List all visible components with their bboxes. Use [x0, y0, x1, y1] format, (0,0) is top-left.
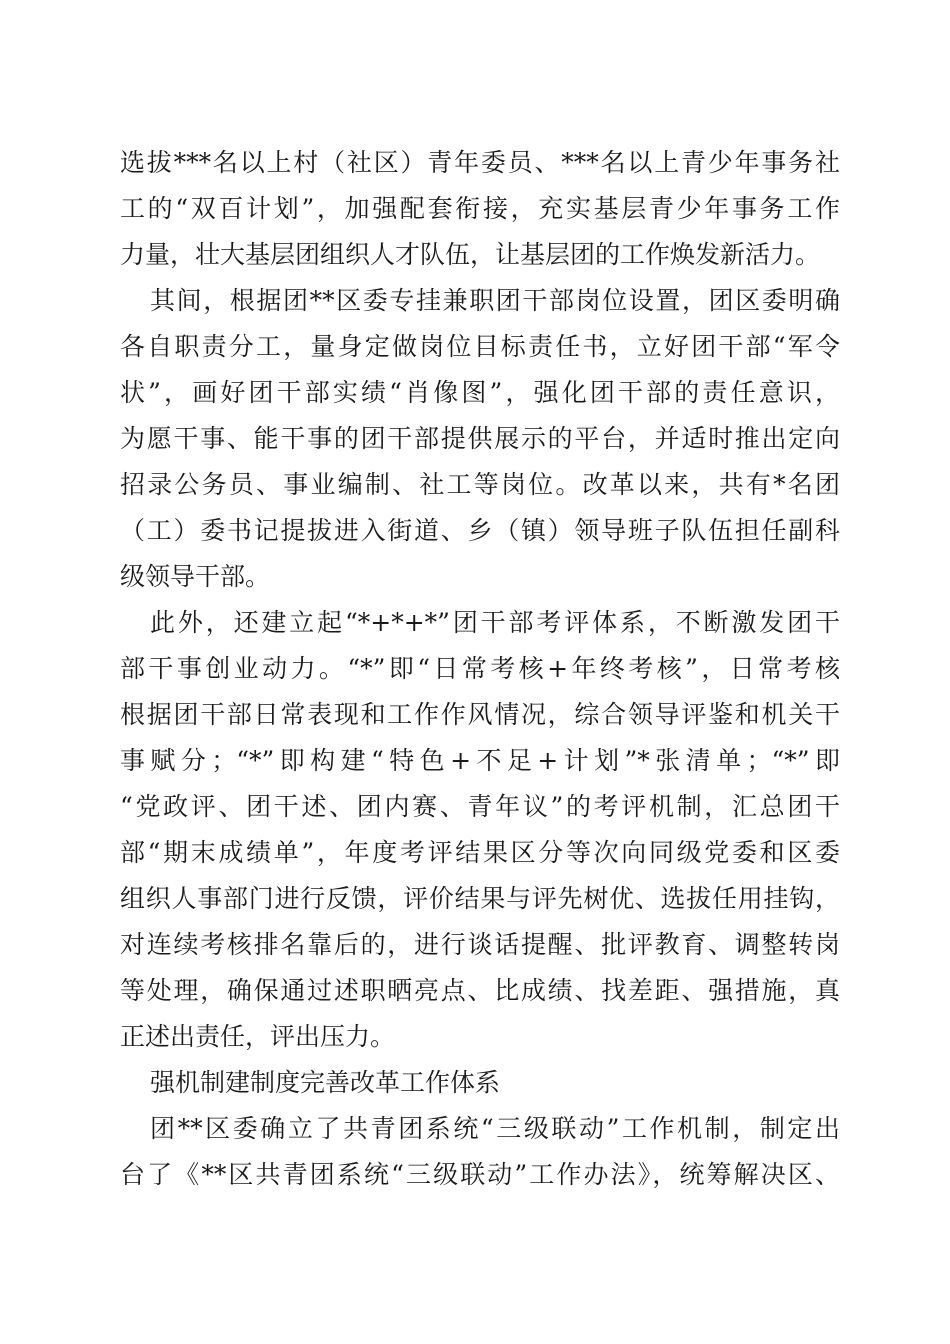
paragraph-line: 组织人事部门进行反馈，评价结果与评先树优、选拔任用挂钩， [120, 884, 840, 913]
paragraph-line: 根据团干部日常表现和工作作风情况，综合领导评鉴和机关干 [120, 700, 840, 729]
paragraph-line: 正述出责任，评出压力。 [120, 1022, 396, 1051]
paragraph-line: 级领导干部。 [120, 562, 271, 591]
paragraph-line: 力量，壮大基层团组织人才队伍，让基层团的工作焕发新活力。 [120, 240, 821, 269]
paragraph-line: 选拔***名以上村（社区）青年委员、***名以上青少年事务社 [120, 148, 840, 177]
paragraph-line: 对连续考核排名靠后的，进行谈话提醒、批评教育、调整转岗 [120, 930, 840, 959]
document-body [120, 140, 840, 1198]
paragraph-4 [120, 1106, 840, 1198]
paragraph-line: 台了《**区共青团系统“三级联动”工作办法》，统筹解决区、 [120, 1160, 840, 1189]
paragraph-line: 部干事创业动力。“*”即“日常考核+年终考核”，日常考核 [120, 654, 840, 683]
paragraph-1 [120, 140, 840, 278]
paragraph-line: 事赋分；“*”即构建“特色+不足+计划”*张清单；“*”即 [120, 746, 840, 775]
paragraph-line: 各自职责分工，量身定做岗位目标责任书，立好团干部“军令 [120, 332, 840, 361]
paragraph-line: 为愿干事、能干事的团干部提供展示的平台，并适时推出定向 [120, 424, 840, 453]
paragraph-line: 此外，还建立起“*+*+*”团干部考评体系，不断激发团干 [150, 608, 840, 637]
paragraph-line: （工）委书记提拔进入街道、乡（镇）领导班子队伍担任副科 [120, 516, 840, 545]
paragraph-line: 部“期末成绩单”，年度考评结果区分等次向同级党委和区委 [120, 838, 840, 867]
paragraph-line: “党政评、团干述、团内赛、青年议”的考评机制，汇总团干 [120, 792, 840, 821]
paragraph-line: 其间，根据团**区委专挂兼职团干部岗位设置，团区委明确 [150, 286, 840, 315]
paragraph-line: 团**区委确立了共青团系统“三级联动”工作机制，制定出 [150, 1114, 840, 1143]
paragraph-line: 状”，画好团干部实绩“肖像图”，强化团干部的责任意识， [120, 378, 840, 407]
section-heading: 强机制建制度完善改革工作体系 [150, 1068, 501, 1097]
paragraph-line: 等处理，确保通过述职晒亮点、比成绩、找差距、强措施，真 [120, 976, 840, 1005]
paragraph-line: 招录公务员、事业编制、社工等岗位。改革以来，共有*名团 [120, 470, 840, 499]
paragraph-3 [120, 600, 840, 1060]
paragraph-line: 工的“双百计划”，加强配套衔接，充实基层青少年事务工作 [120, 194, 840, 223]
paragraph-2 [120, 278, 840, 600]
